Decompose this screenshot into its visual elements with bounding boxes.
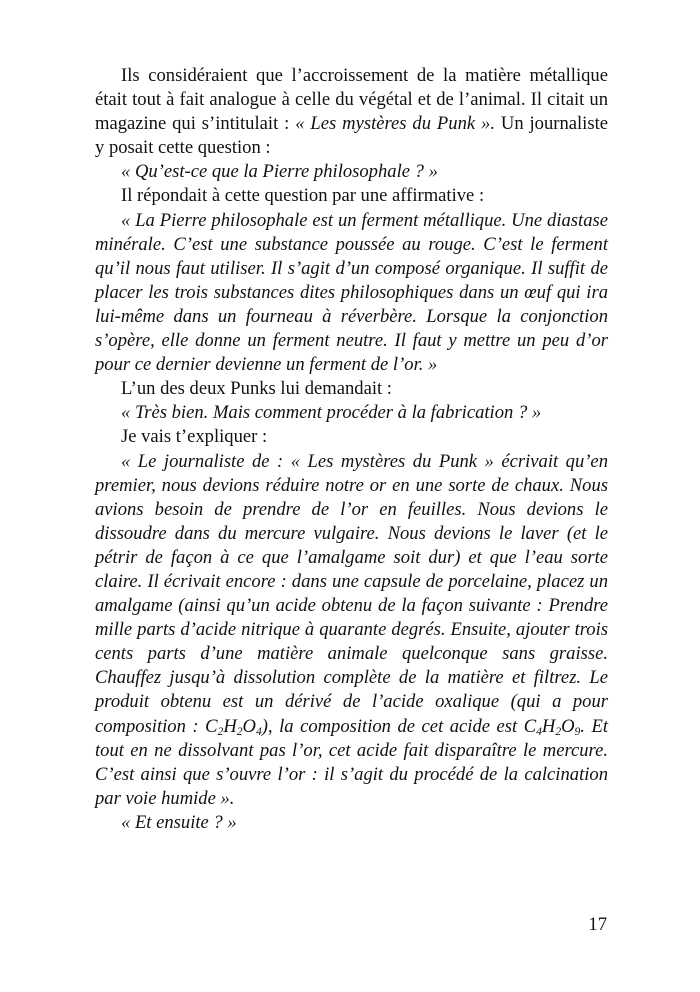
formula1-element-c: C [205,715,218,737]
formula1-sub-h: 2 [236,725,243,738]
procedure-text-part1: « Le journaliste de : « Les mystères du Punk » écrivait qu’en premier, nous devions réduire notre or en une sorte de chaux. Nous avions besoin de prendre de l’or en feuilles. Nous devions le dissoudre dans du mercure vulgaire. Nous devions le laver (et le pétrir de façon à ce que l’amalgame soit dur) et que l’eau sorte claire. Il écrivait encore : dans une capsule de porcelaine, placez un amalgame (ainsi qu’un acide obtenu de la façon suivante : Prendre mille parts d’acide nitrique à quarante degrés. Ensuite, ajouter trois cents parts d’une matière animale quelconque sans graisse. Chauffez jusqu’à dissolution complète de la matière et filtrez. Le produit obtenu est un dérivé de l’acide oxalique (qui a pour composition : [95,450,608,737]
oxalic-acid-formula [205,716,262,737]
and-then-quote: « Et ensuite ? » [121,811,237,833]
procedure-text-part3: . Et tout en ne dissolvant pas l’or, cet acide fait disparaître le mercure. C’est ainsi que s’ouvre l’or : il s’agit du procédé de la calcination par voie humide ». [95,715,608,809]
formula1-sub-c: 2 [217,725,224,738]
fabrication-question-quote: « Très bien. Mais comment procéder à la fabrication ? » [121,402,542,424]
question-quote: « Qu’est-ce que la Pierre philosophale ? » [121,161,438,183]
formula1-element-h: H [223,715,237,737]
body-text [95,64,608,835]
formula2-element-h: H [541,715,556,737]
answer-intro: Il répondait à cette question par une affirmative : [121,185,485,207]
formula1-element-o: O [242,715,256,737]
acid-composition-formula [524,716,581,737]
paragraph-intro-trail: Un journaliste y posait cette question : [95,113,609,159]
magazine-title: « Les mystères du Punk ». [295,113,495,135]
formula2-element-o: O [561,715,575,737]
paragraph-intro [95,64,608,160]
formula2-sub-h: 2 [555,725,562,738]
procedure-text-part2: ), la composition de cet acide est [261,715,524,737]
explain-intro: Je vais t’expliquer : [121,426,268,448]
page-number: 17 [588,914,607,935]
paragraph-intro-lead: Ils considéraient que l’accroissement de la matière métallique était tout à fait analogue à celle du végétal et de l’animal. Il citait un magazine qui s’intitulait : [95,65,608,135]
formula2-sub-c: 4 [536,725,542,738]
journalist-procedure-quote [95,450,608,811]
philosophers-stone-quote: « La Pierre philosophale est un ferment métallique. Une diastase minérale. C’est une substance poussée au rouge. C’est le ferment qu’il nous faut utiliser. Il s’agit d’un composé organique. Il suffit de placer les trois substances dites philosophiques dans un œuf qui ira lui-même dans un fourneau à réverbère. Lorsque la conjonction s’opère, elle donne un ferment neutre. Il faut y mettre un peu d’or pour ce dernier devienne un ferment de l’or. » [95,209,608,376]
formula2-sub-o: 9 [574,725,581,738]
formula1-sub-o: 4 [255,725,262,738]
punk-question-intro: L’un des deux Punks lui demandait : [121,378,392,400]
formula2-element-c: C [523,715,537,737]
